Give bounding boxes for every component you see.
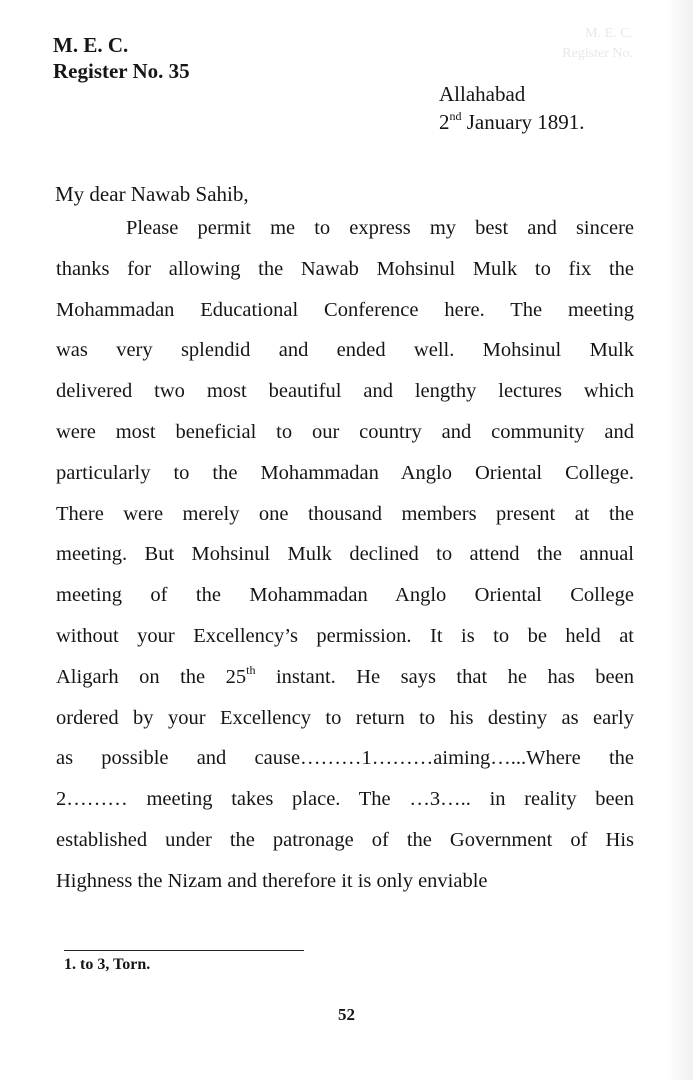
salutation: My dear Nawab Sahib, xyxy=(55,182,249,206)
ordinal-suffix: th xyxy=(246,662,256,677)
footnote: 1. to 3, Torn. xyxy=(64,956,151,973)
body-line: meeting. But Mohsinul Mulk declined to attend the annual xyxy=(56,543,634,566)
place-and-date xyxy=(439,80,585,136)
place: Allahabad xyxy=(439,82,526,106)
date-suffix: nd xyxy=(449,109,462,123)
body-line: Please permit me to express my best and sincere xyxy=(126,217,634,239)
header-line-1: M. E. C. xyxy=(53,33,129,57)
show-through-text: M. E. C. Register No. xyxy=(562,26,633,61)
page-number: 52 xyxy=(338,1005,355,1024)
footnote-rule xyxy=(64,950,304,951)
letter-header xyxy=(53,32,190,84)
line-part-after: instant. He says that he has been xyxy=(255,665,635,688)
body-line: was very splendid and ended well. Mohsinul Mulk xyxy=(56,339,634,362)
body-line: as possible and cause………1………aiming…...Where the xyxy=(56,747,634,770)
date xyxy=(439,108,585,136)
body-line: ordered by your Excellency to return to his destiny as early xyxy=(56,706,634,729)
body-line: Highness the Nizam and therefore it is only enviable xyxy=(56,869,488,892)
body-line: meeting of the Mohammadan Anglo Oriental College xyxy=(56,584,634,607)
body-line: particularly to the Mohammadan Anglo Oriental College. xyxy=(56,461,634,484)
body-line: 2……… meeting takes place. The …3….. in reality been xyxy=(56,788,634,811)
body-line: established under the patronage of the Government of His xyxy=(56,828,634,851)
body-line-with-superscript xyxy=(56,663,634,704)
body-line: Mohammadan Educational Conference here. The meeting xyxy=(56,298,634,321)
body-line: thanks for allowing the Nawab Mohsinul Mulk to fix the xyxy=(56,257,634,280)
date-day: 2 xyxy=(439,110,450,134)
body-line: delivered two most beautiful and lengthy lectures which xyxy=(56,380,634,403)
letter-body xyxy=(56,214,634,908)
header-line-2: Register No. 35 xyxy=(53,59,190,83)
line-part-before: Aligarh on the 25 xyxy=(56,665,247,688)
body-line: were most beneficial to our country and community and xyxy=(56,420,634,443)
date-rest: January 1891. xyxy=(461,110,585,134)
body-line: without your Excellency’s permission. It is to be held at xyxy=(56,624,634,647)
body-line: There were merely one thousand members present at the xyxy=(56,502,634,525)
